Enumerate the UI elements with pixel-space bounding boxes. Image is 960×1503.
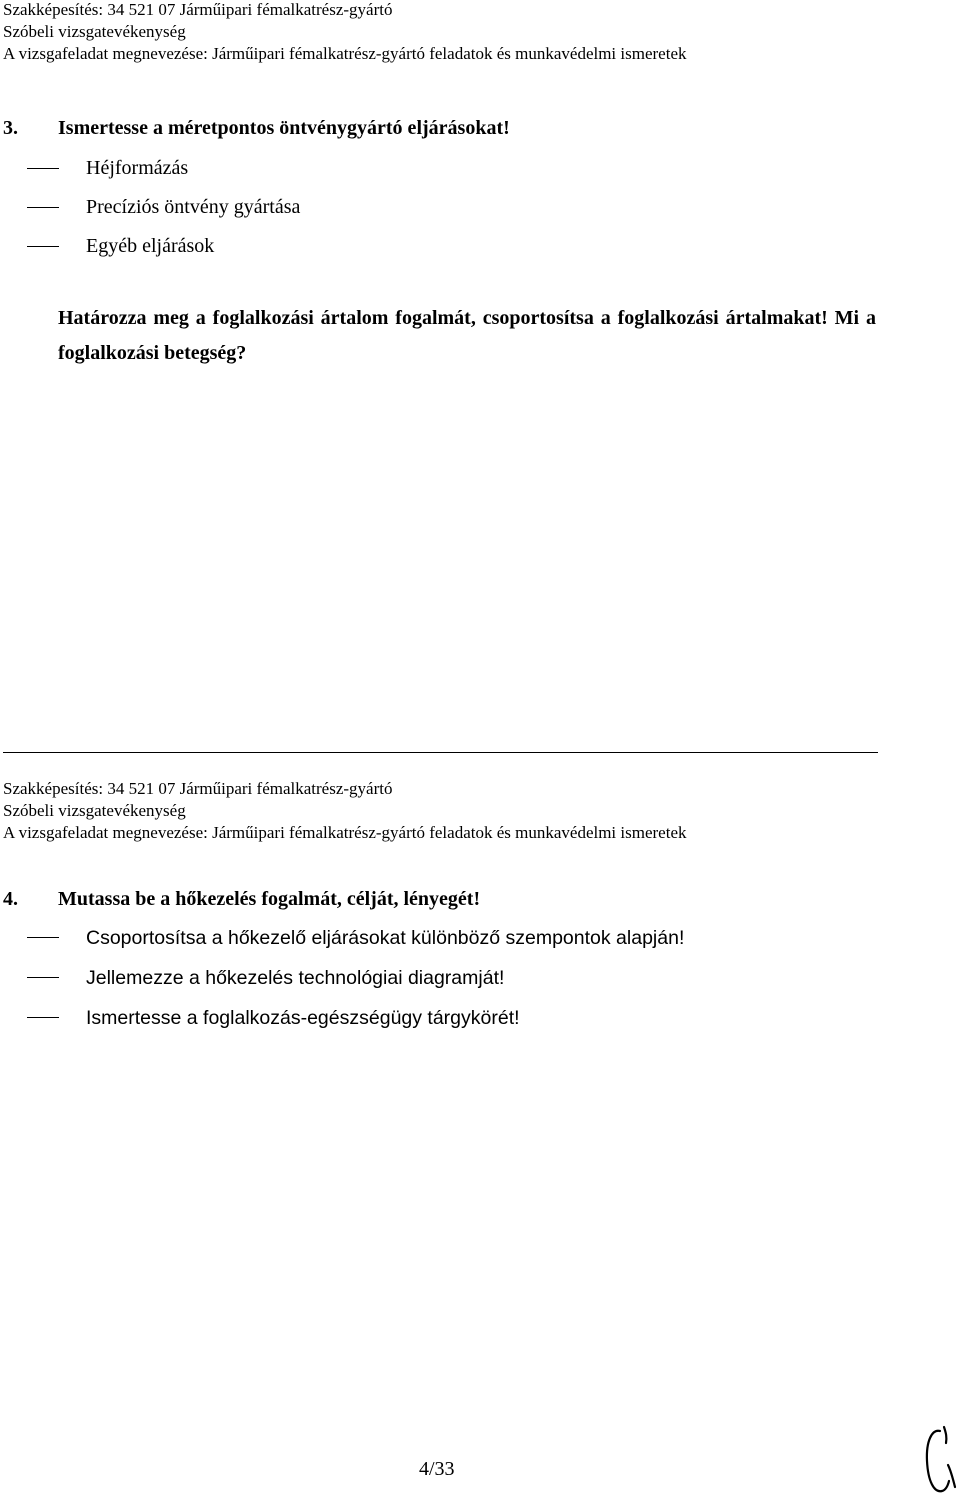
question-4-text: Mutassa be a hőkezelés fogalmát, célját, lényegét! xyxy=(58,888,481,910)
dash-icon xyxy=(27,207,59,208)
question-4-title xyxy=(3,886,480,912)
question-3-item: Egyéb eljárások xyxy=(27,233,214,259)
dash-icon xyxy=(27,168,59,169)
page-number: 4/33 xyxy=(419,1458,455,1480)
question-3-item: Héjformázás xyxy=(27,155,188,181)
dash-icon xyxy=(27,1017,59,1018)
dash-icon xyxy=(27,246,59,247)
question-4-item: Csoportosítsa a hőkezelő eljárásokat különböző szempontok alapján! xyxy=(27,925,684,951)
header-qualification: Szakképesítés: 34 521 07 Járműipari fémalkatrész-gyártó xyxy=(3,779,393,798)
dash-icon xyxy=(27,977,59,978)
header-qualification: Szakképesítés: 34 521 07 Járműipari fémalkatrész-gyártó xyxy=(3,0,393,19)
header-task-name: A vizsgafeladat megnevezése: Járműipari fémalkatrész-gyártó feladatok és munkavédelmi ismeretek xyxy=(3,44,687,63)
question-4-number: 4. xyxy=(3,888,18,910)
question-3-title xyxy=(3,115,510,141)
question-3-item: Precíziós öntvény gyártása xyxy=(27,194,300,220)
question-3-number: 3. xyxy=(3,117,18,139)
dash-icon xyxy=(27,937,59,938)
question-3-text: Ismertesse a méretpontos öntvénygyártó eljárásokat! xyxy=(58,117,510,139)
header-exam-type: Szóbeli vizsgatevékenység xyxy=(3,801,186,820)
header-exam-type: Szóbeli vizsgatevékenység xyxy=(3,22,186,41)
page-separator xyxy=(3,752,878,753)
question-4-item: Ismertesse a foglalkozás-egészségügy tárgykörét! xyxy=(27,1005,520,1031)
signature-icon xyxy=(918,1425,958,1500)
header-task-name: A vizsgafeladat megnevezése: Járműipari fémalkatrész-gyártó feladatok és munkavédelmi ismeretek xyxy=(3,823,687,842)
question-4-item: Jellemezze a hőkezelés technológiai diagramját! xyxy=(27,965,504,991)
question-3-paragraph: Határozza meg a foglalkozási ártalom fogalmát, csoportosítsa a foglalkozási ártalmakat! Mi a foglalkozási betegség? xyxy=(58,307,876,364)
